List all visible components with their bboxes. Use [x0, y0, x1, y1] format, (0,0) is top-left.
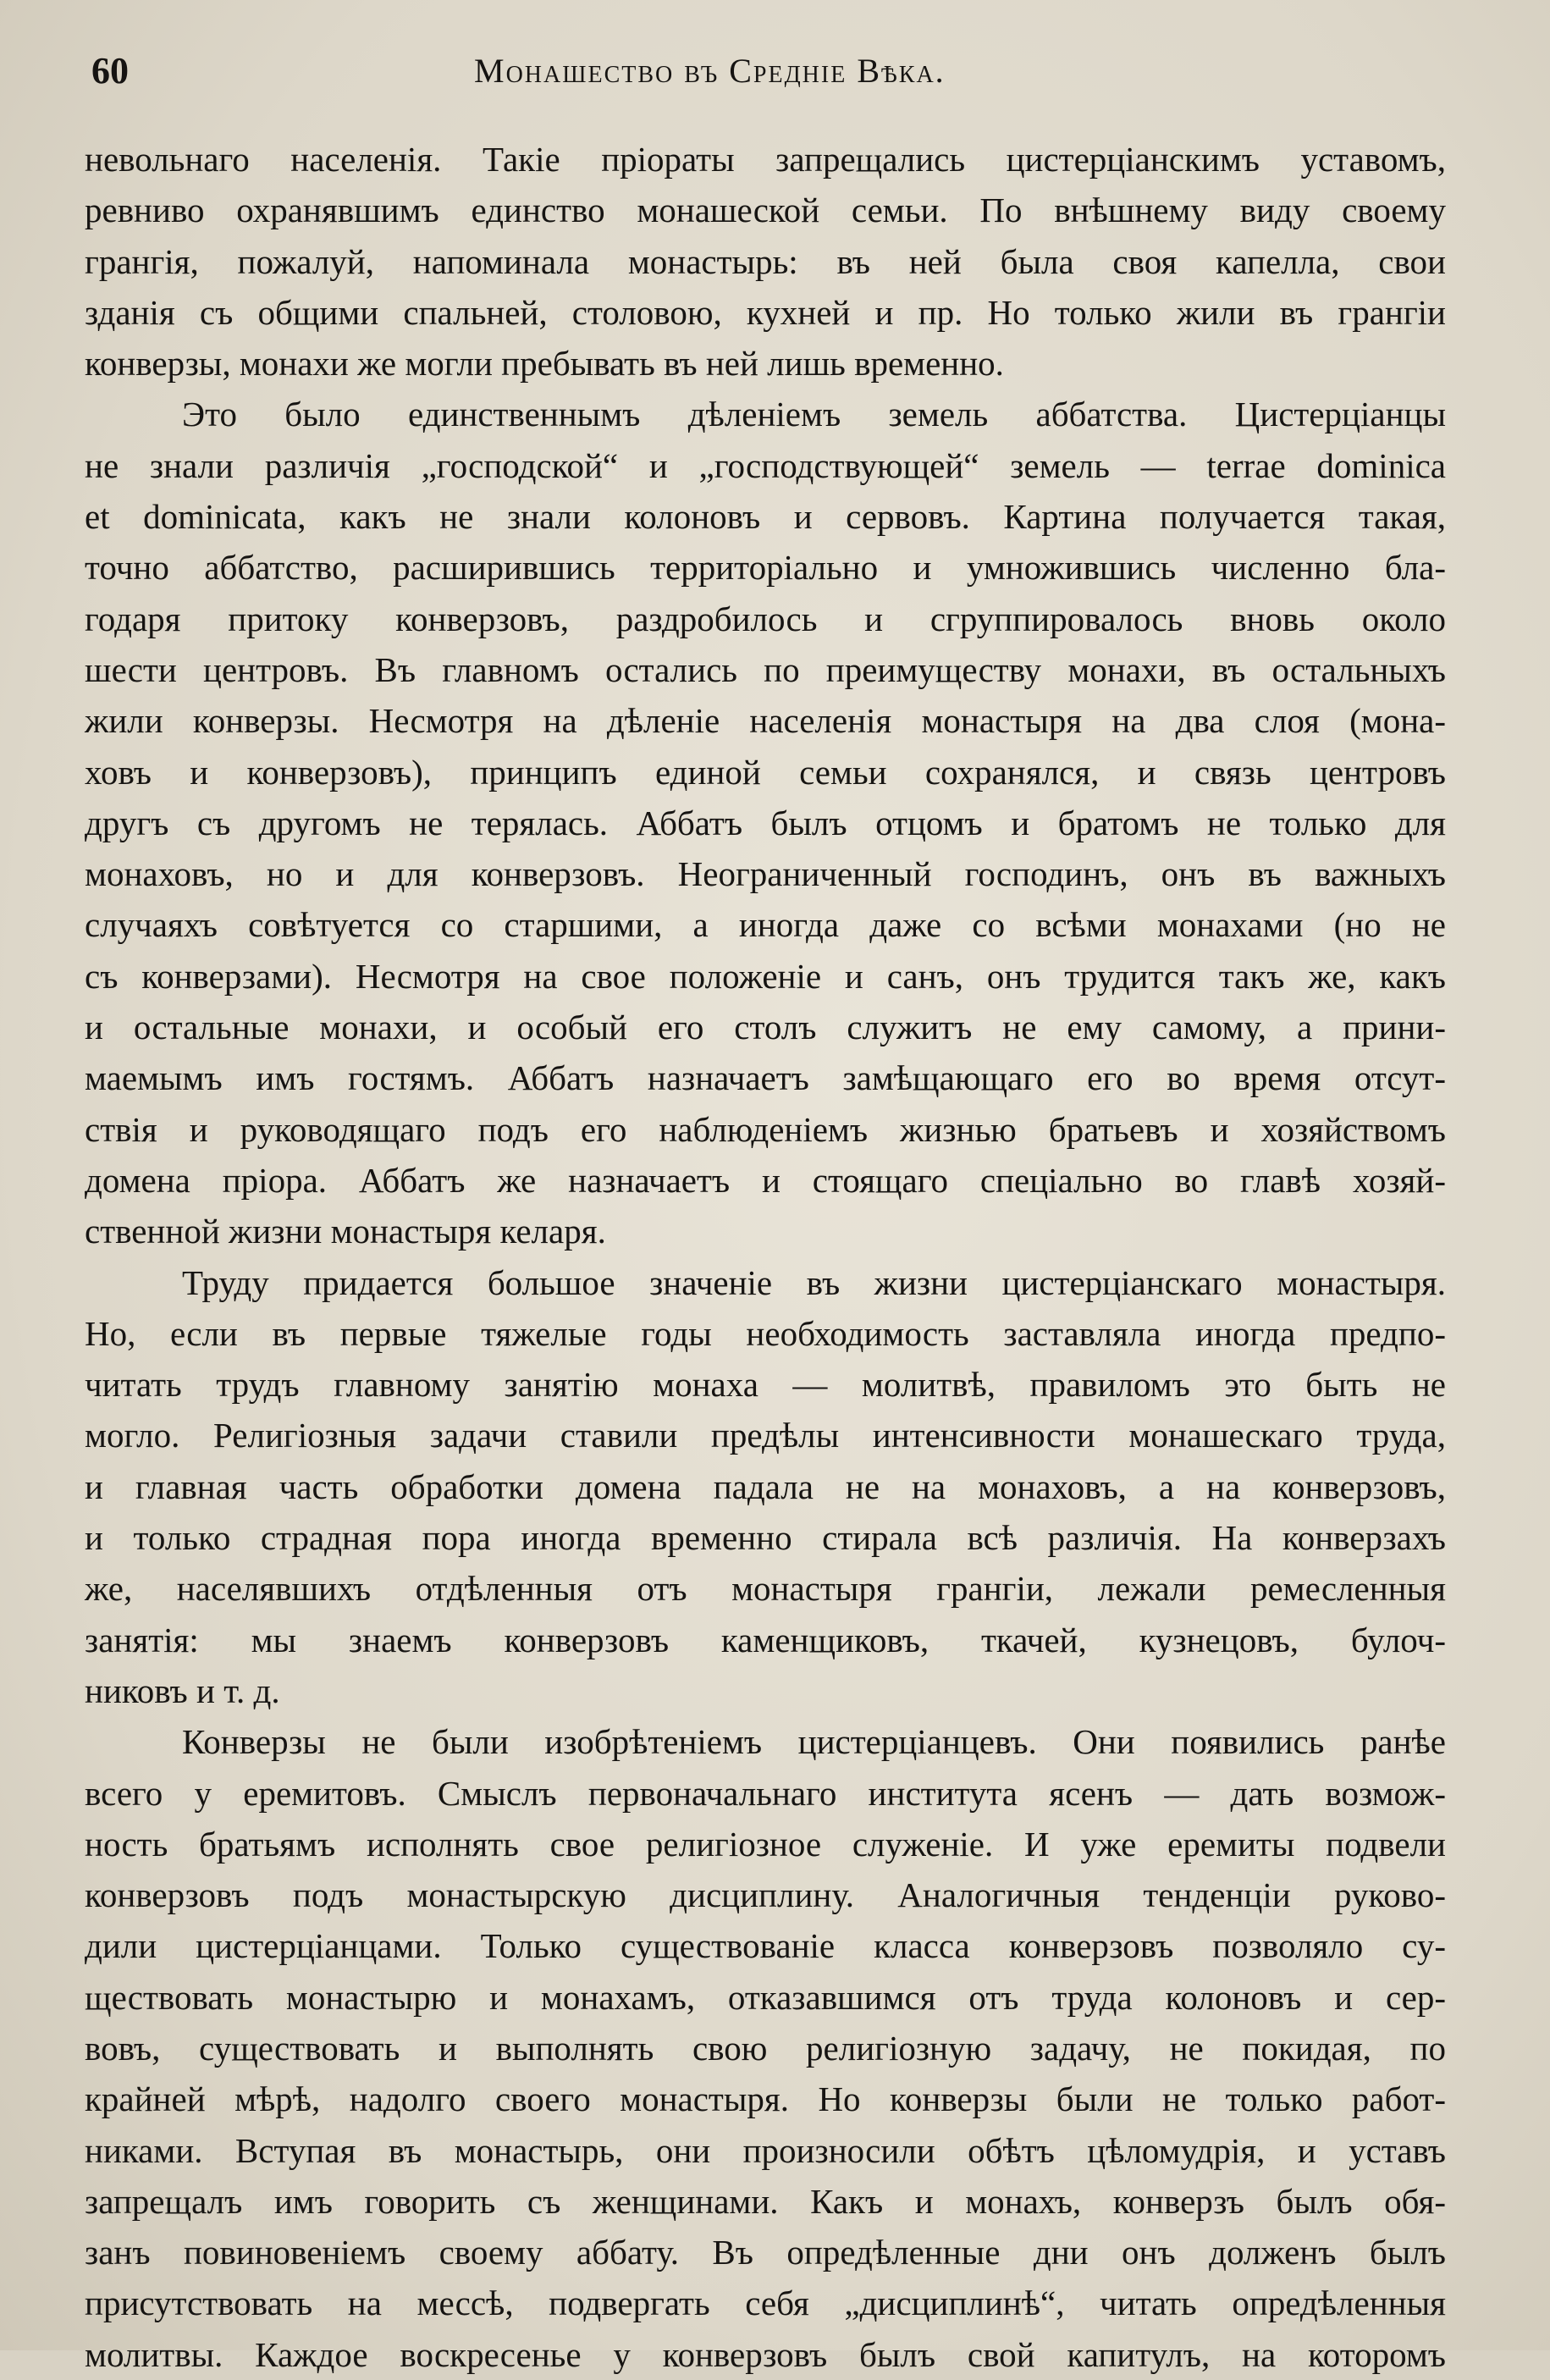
text-line: могло. Религіозныя задачи ставили предѣлы интенсивности монашескаго труда,: [85, 1416, 1446, 1455]
text-line: маемымъ имъ гостямъ. Аббатъ назначаетъ замѣщающаго его во время отсут-: [85, 1058, 1446, 1098]
text-line: конверзы, монахи же могли пребывать въ ней лишь временно.: [85, 344, 1004, 384]
text-line: же, населявшихъ отдѣленныя отъ монастыря грангіи, лежали ремесленныя: [85, 1569, 1446, 1609]
text-line: всего у еремитовъ. Смыслъ первоначальнаго института ясенъ — дать возмож-: [85, 1773, 1446, 1813]
text-line: и главная часть обработки домена падала не на монаховъ, а на конверзовъ,: [85, 1466, 1446, 1506]
text-line: другъ съ другомъ не терялась. Аббатъ былъ отцомъ и братомъ не только для: [85, 803, 1446, 842]
text-line: Труду придается большое значеніе въ жизни цистерціанскаго монастыря.: [182, 1262, 1446, 1302]
text-line: ховъ и конверзовъ), принципъ единой семьи сохранялся, и связь центровъ: [85, 752, 1446, 792]
text-line: никовъ и т. д.: [85, 1670, 280, 1710]
text-line: никами. Вступая въ монастырь, они произносили обѣтъ цѣломудрія, и уставъ: [85, 2130, 1446, 2170]
text-line: домена пріора. Аббатъ же назначаетъ и стоящаго спеціально во главѣ хозяй-: [85, 1160, 1446, 1200]
text-line: точно аббатство, расширившись территоріально и умножившись численно бла-: [85, 548, 1446, 588]
text-line: конверзовъ подъ монастырскую дисциплину. Аналогичныя тенденціи руково-: [85, 1875, 1446, 1915]
text-line: ность братьямъ исполнять свое религіозное служеніе. И уже еремиты подвели: [85, 1824, 1446, 1864]
text-line: дили цистерціанцами. Только существованіе класса конверзовъ позволяло су-: [85, 1926, 1446, 1966]
text-line: и только страдная пора иногда временно стирала всѣ различія. На конверзахъ: [85, 1518, 1446, 1558]
text-line: невольнаго населенія. Такіе пріораты запрещались цистерціанскимъ уставомъ,: [85, 140, 1446, 179]
text-line: шести центровъ. Въ главномъ остались по преимуществу монахи, въ остальныхъ: [85, 649, 1446, 689]
text-line: монаховъ, но и для конверзовъ. Неограниченный господинъ, онъ въ важныхъ: [85, 854, 1446, 894]
text-line: запрещалъ имъ говорить съ женщинами. Какъ и монахъ, конверзъ былъ обя-: [85, 2181, 1446, 2221]
text-line: ревниво охранявшимъ единство монашеской семьи. По внѣшнему виду своему: [85, 191, 1446, 230]
text-line: Но, если въ первые тяжелые годы необходимость заставляла иногда предпо-: [85, 1313, 1446, 1353]
text-line: вовъ, существовать и выполнять свою религіозную задачу, не покидая, по: [85, 2028, 1446, 2068]
text-line: годаря притоку конверзовъ, раздробилось и сгруппировалось вновь около: [85, 599, 1446, 638]
text-line: Это было единственнымъ дѣленіемъ земель аббатства. Цистерціанцы: [182, 395, 1446, 434]
running-head: Монашество въ Средніе Вѣка.: [474, 52, 946, 90]
text-line: Конверзы не были изобрѣтеніемъ цистерціанцевъ. Они появились ранѣе: [182, 1722, 1446, 1762]
text-line: молитвы. Каждое воскресенье у конверзовъ былъ свой капитулъ, на которомъ: [85, 2334, 1446, 2374]
page-number: 60: [91, 50, 129, 91]
text-line: крайней мѣрѣ, надолго своего монастыря. Но конверзы были не только работ-: [85, 2079, 1446, 2119]
text-line: читать трудъ главному занятію монаха — молитвѣ, правиломъ это быть не: [85, 1365, 1446, 1405]
text-line: ственной жизни монастыря келаря.: [85, 1212, 606, 1251]
body-text: [85, 134, 1446, 2380]
text-line: не знали различія „господской“ и „господствующей“ земель — terrae dominica: [85, 445, 1446, 485]
text-line: и остальные монахи, и особый его столъ служитъ не ему самому, а прини-: [85, 1008, 1446, 1047]
text-line: грангія, пожалуй, напоминала монастырь: въ ней была своя капелла, свои: [85, 241, 1446, 281]
text-line: занъ повиновеніемъ своему аббату. Въ опредѣленные дни онъ долженъ былъ: [85, 2233, 1446, 2272]
text-line: et dominicata, какъ не знали колоновъ и сервовъ. Картина получается такая,: [85, 497, 1446, 537]
text-line: случаяхъ совѣтуется со старшими, а иногда даже со всѣми монахами (но не: [85, 905, 1446, 945]
text-line: ществовать монастырю и монахамъ, отказавшимся отъ труда колоновъ и сер-: [85, 1977, 1446, 2017]
text-line: жили конверзы. Несмотря на дѣленіе населенія монастыря на два слоя (мона-: [85, 701, 1446, 741]
text-line: зданія съ общими спальней, столовою, кухней и пр. Но только жили въ грангіи: [85, 292, 1446, 332]
text-line: присутствовать на мессѣ, подвергать себя „дисциплинѣ“, читать опредѣленныя: [85, 2283, 1446, 2323]
text-line: ствія и руководящаго подъ его наблюденіемъ жизнью братьевъ и хозяйствомъ: [85, 1109, 1446, 1149]
text-line: съ конверзами). Несмотря на свое положеніе и санъ, онъ трудится такъ же, какъ: [85, 956, 1446, 996]
text-line: занятія: мы знаемъ конверзовъ каменщиковъ, ткачей, кузнецовъ, булоч-: [85, 1620, 1446, 1659]
